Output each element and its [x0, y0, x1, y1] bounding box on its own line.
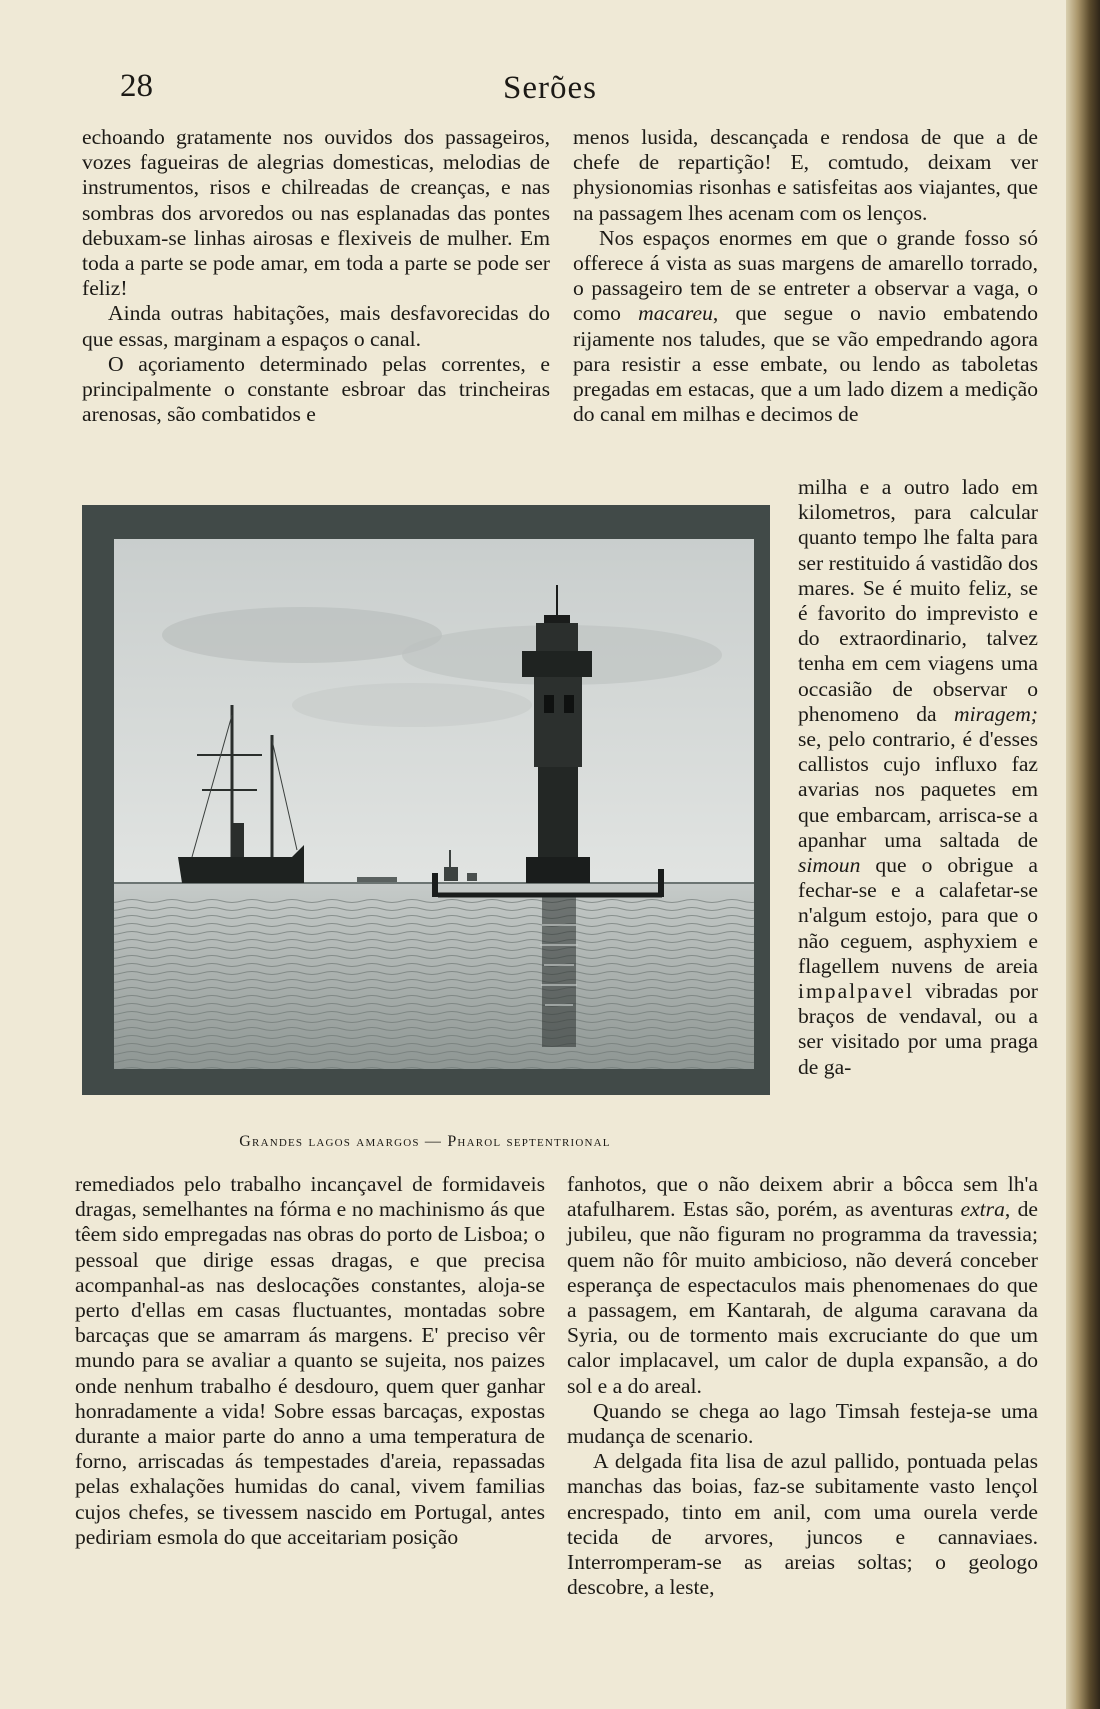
right-column-beside-figure	[798, 475, 1038, 1080]
right-column-top	[573, 125, 1038, 427]
right-column-bottom	[567, 1172, 1038, 1600]
paragraph: Quando se chega ao lago Timsah festeja-se uma mudança de scenario.	[567, 1398, 1038, 1449]
page-number: 28	[120, 68, 153, 104]
italic-term: miragem;	[954, 701, 1038, 726]
figure-caption: Grandes lagos amargos — Pharol septentrional	[239, 1133, 611, 1150]
paragraph: O açoriamento determinado pelas correntes, e principalmente o constante esbroar das trincheiras arenosas, são combatidos e	[82, 351, 550, 427]
italic-term: extra	[960, 1197, 1005, 1222]
spaced-term: impalpavel	[798, 979, 914, 1004]
paragraph: Ainda outras habitações, mais desfavorecidas do que essas, marginam a espaços o canal.	[82, 301, 550, 351]
paragraph: milha e a outro lado em kilometros, para calcular quanto tempo lhe falta para ser restituido á vastidão dos mares. Se é muito feliz, se é favorito do imprevisto e do extraordinario, talvez tenha em cem viagens uma occasião de observar o phenomeno da miragem; se, pelo contrario, é d'esses callistos cujo influxo faz avarias nos paquetes em que embarcam, arrisca-se a apanhar uma saltada de simoun que o obrigue a fechar-se e a calafetar-se n'algum estojo, para que o não ceguem, asphyxiem e flagellem nuvens de areia impalpavel vibradas por braços de vendaval, ou a ser visitado por uma praga de ga-	[798, 475, 1039, 1079]
running-title: Serões	[503, 70, 597, 106]
paragraph: Nos espaços enormes em que o grande fosso só offerece á vista as suas margens de amarello torrado, o passageiro tem de se entreter a observar a vaga, o como macareu, que segue o navio embatendo rijamente nos taludes, que se vão empedrando agora para resistir a esse embate, ou lendo as taboletas pregadas em estacas, que a um lado dizem a medição do canal em milhas e decimos de	[573, 225, 1038, 427]
left-column-top	[82, 125, 550, 427]
left-column-bottom	[75, 1172, 545, 1550]
italic-term: macareu	[638, 301, 713, 326]
lighthouse-illustration	[82, 505, 770, 1095]
paragraph: fanhotos, que o não deixem abrir a bôcca sem lh'a atafulharem. Estas são, porém, as aventuras extra, de jubileu, que não figuram no programma da travessia; quem não fôr muito ambicioso, não deverá conceber esperança de espectaculos mais phenomenaes do que a passagem, em Kantarah, de alguma caravana da Syria, ou de tormento mais excruciante do que um calor implacavel, um calor de dupla expansão, a do sol e a do areal.	[567, 1172, 1038, 1398]
paragraph: remediados pelo trabalho incançavel de formidaveis dragas, semelhantes na fórma e no machinismo ás que têem sido empregadas nas obras do porto de Lisboa; o pessoal que dirige essas dragas, e que precisa acompanhal-as nas deslocações constantes, aloja-se perto d'ellas em casas fluctuantes, montadas sobre barcaças que se amarram ás margens. E' preciso vêr mundo para se avaliar a quanto se sujeita, nos paizes onde nenhum trabalho é desdouro, quem quer ganhar honradamente a vida! Sobre essas barcaças, expostas durante a maior parte do anno a uma temperatura de forno, arriscadas ás tempestades d'areia, repassadas pelas exhalações humidas do canal, vivem familias cujos chefes, se tivessem nascido em Portugal, antes pediriam esmola do que acceitariam posição	[75, 1172, 545, 1549]
paragraph: A delgada fita lisa de azul pallido, pontuada pelas manchas das boias, faz-se subitamente vasto lençol encrespado, tinto em anil, com uma ourela verde tecida de arvores, juncos e cannaviaes. Interromperam-se as areias soltas; o geologo descobre, a leste,	[567, 1449, 1038, 1600]
paragraph: echoando gratamente nos ouvidos dos passageiros, vozes fagueiras de alegrias domesticas, melodias de instrumentos, risos e chilreadas de creanças, e nas sombras dos arvoredos ou nas esplanadas das pontes debuxam-se linhas airosas e flexiveis de mulher. Em toda a parte se pode amar, em toda a parte se pode ser feliz!	[82, 125, 550, 301]
italic-term: simoun	[798, 853, 861, 878]
paragraph: menos lusida, descançada e rendosa de que a de chefe de repartição! E, comtudo, deixam ver physionomias risonhas e satisfeitas aos viajantes, que na passagem lhes acenam com os lenços.	[573, 125, 1038, 225]
page-binding-edge	[1066, 0, 1100, 1709]
